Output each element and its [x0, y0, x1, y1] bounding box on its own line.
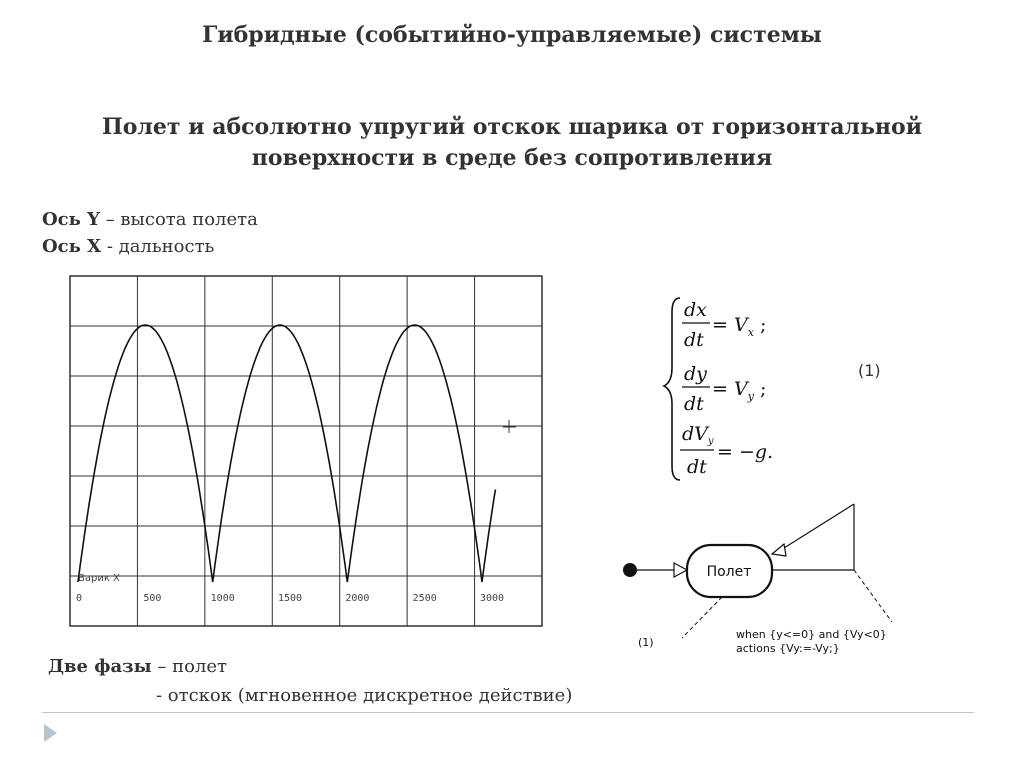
equation-brace: [664, 298, 680, 480]
subtitle-line-1: Полет и абсолютно упругий отскок шарика от горизонтальной: [101, 114, 923, 140]
chart-x-tick-label: 2500: [412, 593, 437, 604]
eq3-rhs: = −g.: [717, 441, 774, 463]
eq2-sub: y: [747, 390, 754, 403]
svg-text:= Vx ;: [712, 314, 766, 339]
axis-x-label: Ось X: [42, 236, 102, 257]
eq2-denominator: dt: [684, 393, 704, 415]
slide-subtitle: [0, 112, 1024, 174]
axis-x-desc: - дальность: [101, 236, 215, 257]
phases-line-1: – полет: [151, 656, 227, 677]
eq1-numerator: dx: [684, 299, 707, 321]
subtitle-line-2: поверхности в среде без сопротивления: [251, 145, 773, 171]
eq1-denominator: dt: [684, 329, 704, 351]
eq2-rhs: = V: [712, 378, 748, 400]
svg-text:dVy: [682, 423, 714, 447]
chart-x-tick-label: 3000: [480, 593, 505, 604]
chart-grid: [70, 276, 542, 626]
eq2-numerator: dy: [684, 363, 707, 385]
equation-system: [660, 290, 840, 490]
chart-frame: [70, 276, 542, 626]
axis-y-desc: – высота полета: [99, 209, 258, 230]
eq1-rhs: = V: [712, 314, 748, 336]
state-flight-label: Полет: [706, 564, 752, 580]
chart-x-tick-label: 1000: [210, 593, 235, 604]
eq2-end: ;: [753, 378, 767, 400]
eq3-numerator: dV: [682, 423, 708, 445]
transition-action: actions {Vy:=-Vy;}: [736, 642, 840, 655]
self-transition-arrow-head: [772, 544, 786, 556]
chart-x-tick-label: 2000: [345, 593, 370, 604]
initial-state-dot: [623, 563, 637, 577]
eq1-sub: x: [747, 326, 754, 339]
chart-x-tick-label: 0: [76, 593, 83, 604]
initial-arrow-head: [674, 563, 687, 577]
chart-x-tick-label: 1500: [278, 593, 303, 604]
eq3-numerator-sub: y: [707, 436, 714, 447]
slide-title: Гибридные (событийно-управляемые) системы: [202, 22, 822, 48]
eq3-denominator: dt: [687, 456, 707, 478]
chart-x-label: Варик X: [78, 573, 120, 584]
state-ref-label: (1): [638, 636, 654, 649]
bounce-chart: [60, 270, 550, 650]
axis-x-note: [42, 236, 214, 257]
phases-text: [48, 652, 572, 710]
state-diagram: [612, 490, 922, 665]
trajectory-line: [78, 325, 496, 582]
equation-number: (1): [858, 361, 881, 380]
footer-divider: [42, 712, 974, 713]
axis-y-label: Ось Y: [42, 209, 100, 230]
phases-label: Две фазы: [48, 656, 152, 677]
footer-triangle-icon: [44, 724, 57, 742]
axis-y-note: [42, 209, 258, 230]
phases-line-2: - отскок (мгновенное дискретное действие): [156, 685, 573, 706]
eq1-end: ;: [753, 314, 767, 336]
svg-text:= Vy ;: [712, 378, 766, 403]
transition-guard: when {y<=0} and {Vy<0}: [736, 628, 887, 641]
chart-tick-labels: [76, 593, 504, 604]
chart-x-tick-label: 500: [143, 593, 162, 604]
